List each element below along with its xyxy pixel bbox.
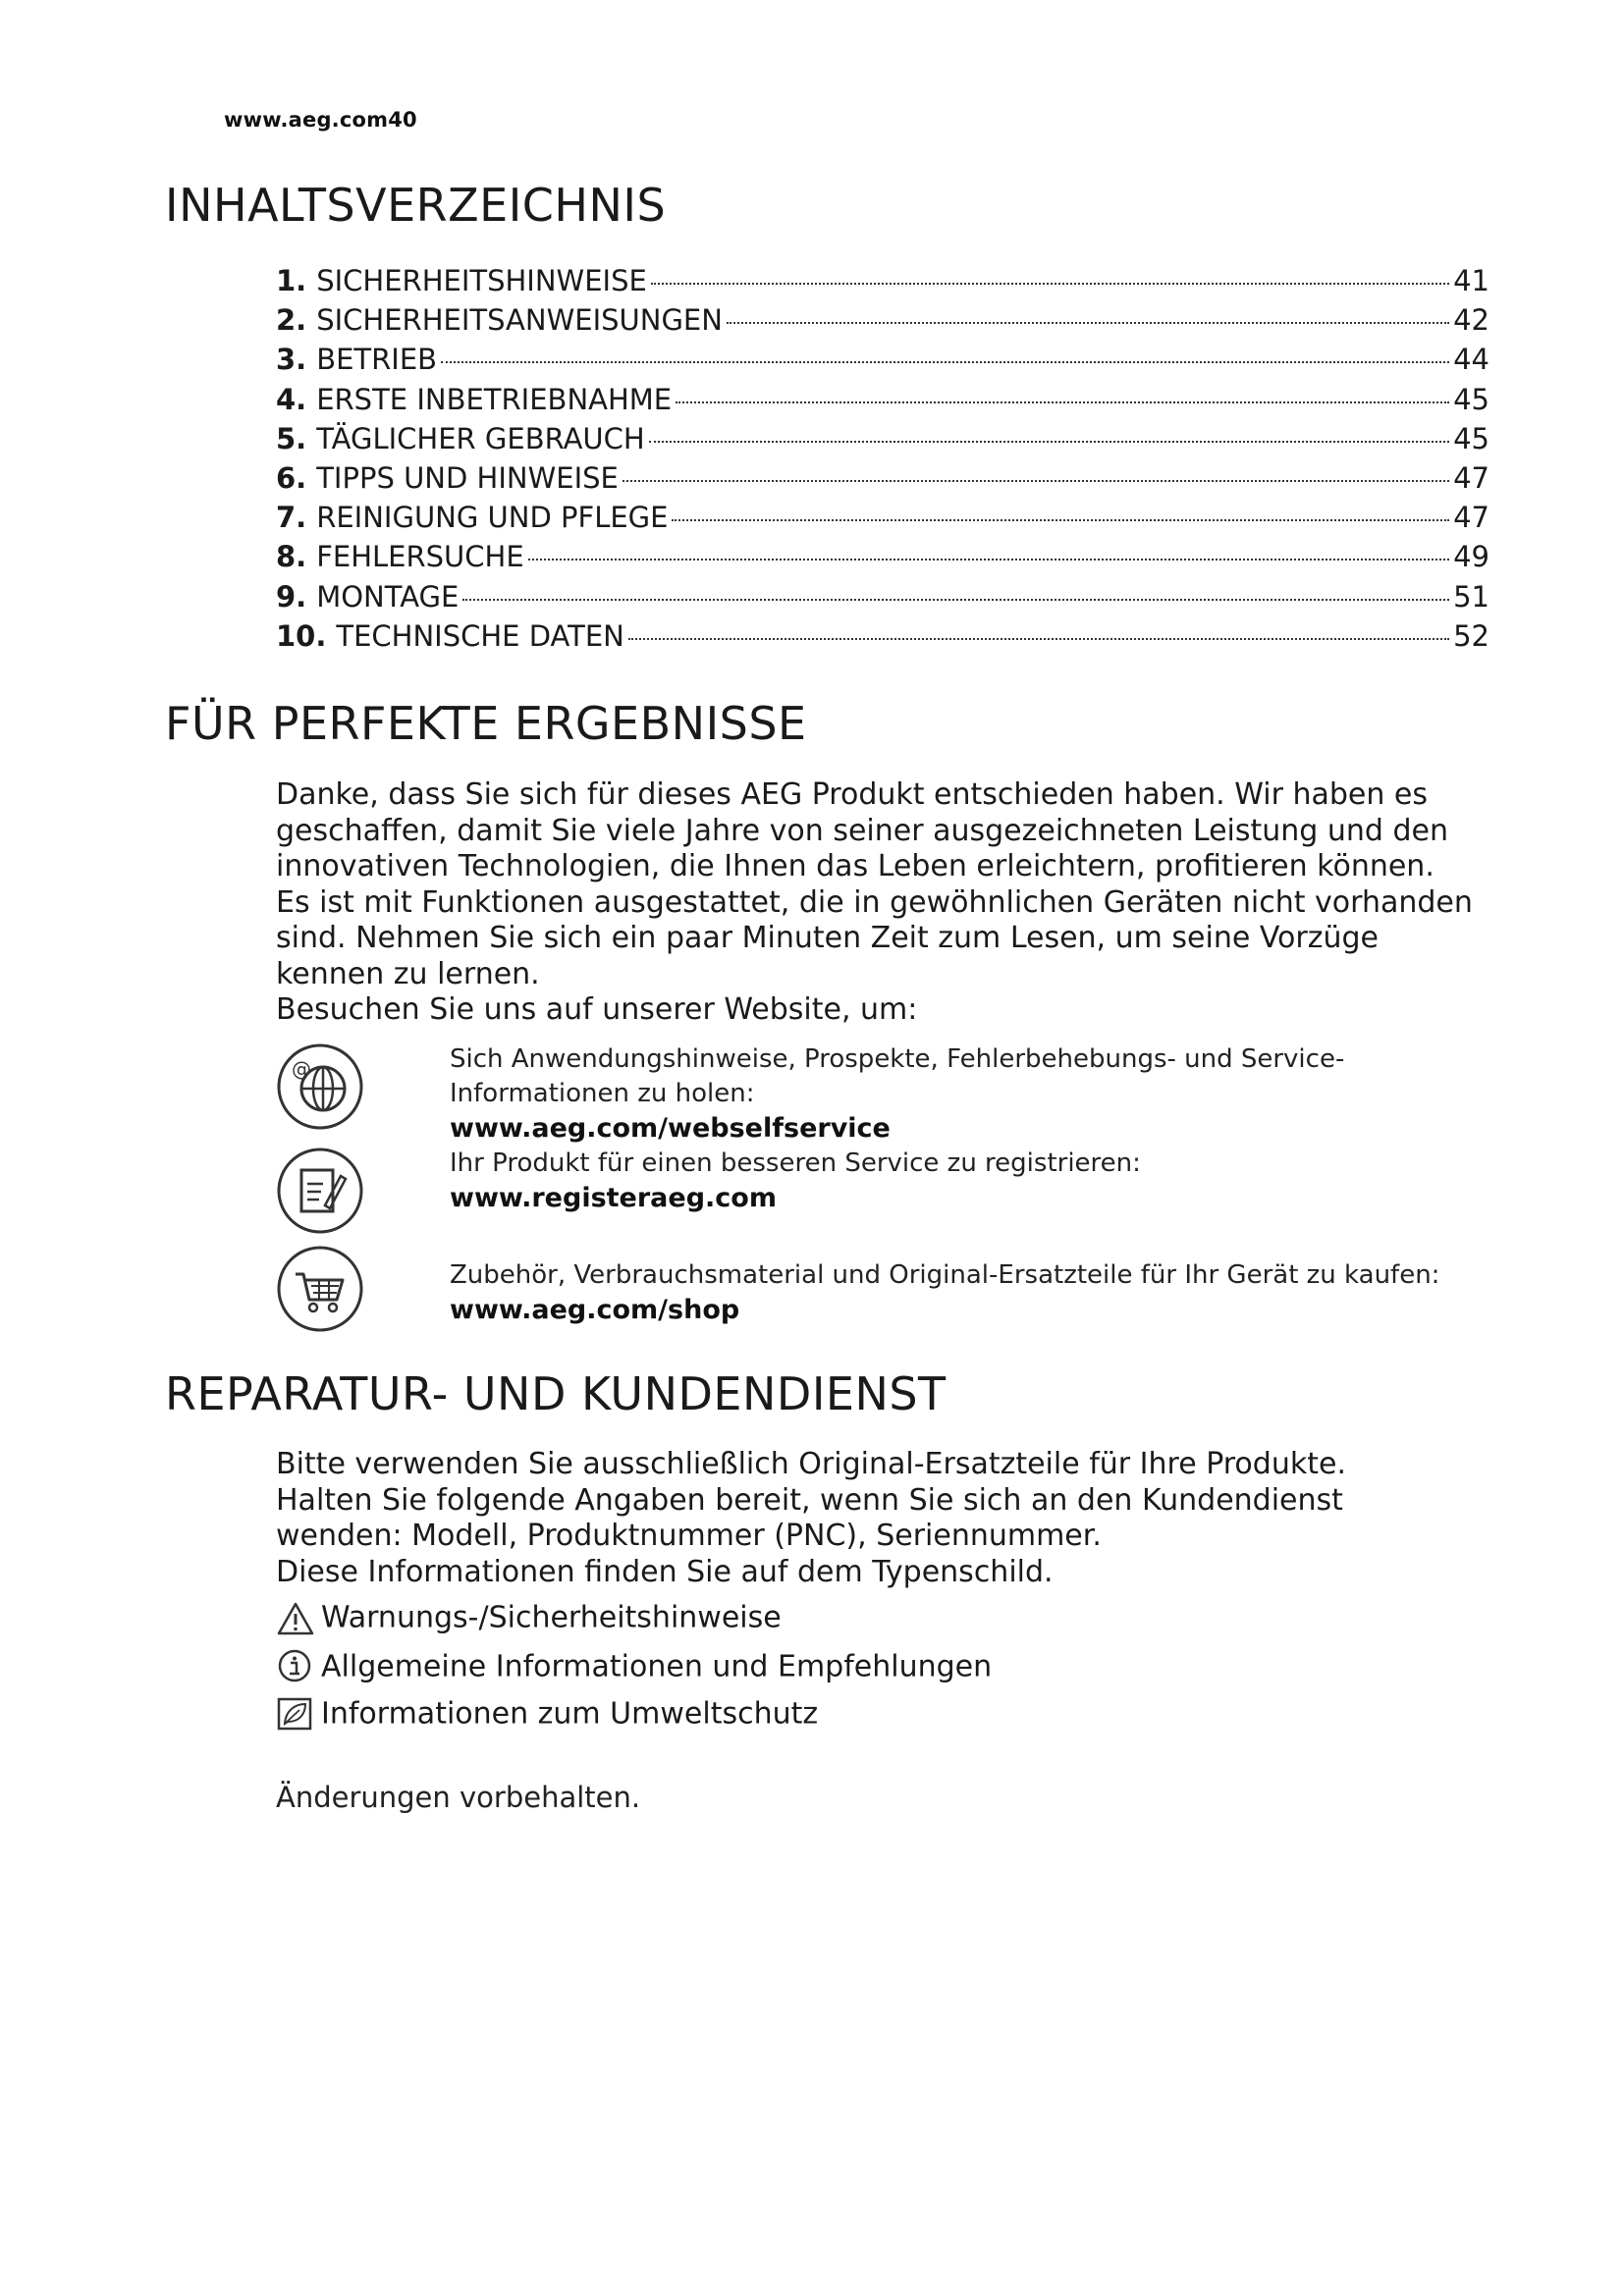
service-description: Ihr Produkt für einen besseren Service zu registrieren: [450,1148,1141,1178]
repair-line: Halten Sie folgende Angaben bereit, wenn Sie sich an den Kundendienst [276,1482,1343,1518]
toc-entry-page: 47 [1453,460,1489,495]
legend-info [276,1649,992,1686]
toc-entry-title: TÄGLICHER GEBRAUCH [316,421,645,455]
repair-service-heading: REPARATUR- UND KUNDENDIENST [165,1367,947,1420]
toc-entry-page: 51 [1453,579,1489,614]
toc-leader-dots [628,638,1449,640]
toc-entry[interactable] [276,261,1489,300]
toc-entry-page: 52 [1453,618,1489,653]
shop-link[interactable]: www.aeg.com/shop [450,1295,740,1325]
legend-environment [276,1696,818,1734]
toc-leader-dots [441,361,1449,363]
toc-entry-title: FEHLERSUCHE [316,540,524,574]
svg-text:@: @ [292,1057,311,1081]
toc-entry-number: 1. [276,264,307,297]
toc-entry[interactable] [276,458,1489,498]
toc-entry-number: 6. [276,460,307,495]
toc-entry-title: REINIGUNG UND PFLEGE [316,501,669,535]
repair-line: Diese Informationen finden Sie auf dem Typenschild. [276,1554,1054,1589]
intro-line: Es ist mit Funktionen ausgestattet, die in gewöhnlichen Geräten nicht vorhanden [276,884,1473,920]
perfect-results-heading: FÜR PERFEKTE ERGEBNISSE [165,697,807,750]
toc-entry-title: SICHERHEITSANWEISUNGEN [316,303,723,338]
toc-leader-dots [649,441,1449,443]
toc-entry-title: ERSTE INBETRIEBNAHME [316,382,673,416]
toc-entry[interactable] [276,577,1489,616]
toc-entry[interactable] [276,380,1489,419]
service-description: Zubehör, Verbrauchsmaterial und Original-Ersatzteile für Ihr Gerät zu kaufen: [450,1260,1440,1290]
service-register-text [450,1147,1510,1215]
warning-triangle-icon [276,1600,315,1637]
toc-entry-page: 47 [1453,501,1489,535]
toc-leader-dots [727,322,1449,324]
toc-leader-dots [528,559,1449,561]
repair-service-text [276,1447,1513,1590]
repair-line: Bitte verwenden Sie ausschließlich Original-Ersatzteile für Ihre Produkte. [276,1447,1346,1481]
toc-entry[interactable] [276,537,1489,576]
toc-entry-number: 9. [276,579,307,614]
shopping-cart-icon [276,1245,364,1333]
intro-line: kennen zu lernen. [276,956,540,991]
legend-info-label: Allgemeine Informationen und Empfehlungen [321,1649,993,1684]
intro-line: sind. Nehmen Sie sich ein paar Minuten Zeit zum Lesen, um seine Vorzüge [276,921,1379,955]
table-of-contents [276,261,1489,656]
globe-at-icon [276,1042,364,1131]
toc-leader-dots [651,283,1449,285]
legend-warning [276,1600,782,1637]
toc-entry-number: 5. [276,421,307,455]
toc-leader-dots [676,401,1449,403]
toc-entry-title: SICHERHEITSHINWEISE [316,264,647,297]
legend-environment-label: Informationen zum Umweltschutz [321,1696,819,1732]
toc-entry-number: 7. [276,501,307,535]
toc-entry-number: 3. [276,343,307,377]
toc-leader-dots [623,480,1449,482]
toc-entry-page: 41 [1453,264,1489,297]
toc-entry-number: 10. [276,618,327,653]
service-description: Informationen zu holen: [450,1079,755,1108]
toc-entry-title: MONTAGE [316,579,460,614]
service-webselfservice-text [450,1042,1510,1146]
page-header-website: www.aeg.com40 [224,108,417,132]
toc-entry[interactable] [276,419,1489,458]
toc-entry-title: BETRIEB [316,343,438,377]
service-description: Sich Anwendungshinweise, Prospekte, Fehlerbehebungs- und Service- [450,1044,1345,1074]
leaf-icon [276,1696,315,1734]
service-shop-text [450,1258,1510,1327]
toc-entry-page: 45 [1453,421,1489,455]
toc-entry-page: 49 [1453,540,1489,574]
webselfservice-link[interactable]: www.aeg.com/webselfservice [450,1113,891,1144]
intro-line: Danke, dass Sie sich für dieses AEG Produkt entschieden haben. Wir haben es [276,777,1428,812]
perfect-results-intro [276,777,1493,1029]
toc-leader-dots [672,519,1449,521]
toc-entry-title: TIPPS UND HINWEISE [316,460,619,495]
toc-entry-number: 2. [276,303,307,338]
toc-entry-page: 44 [1453,343,1489,377]
repair-line: wenden: Modell, Produktnummer (PNC), Seriennummer. [276,1519,1102,1553]
register-document-icon [276,1147,364,1235]
intro-line: innovativen Technologien, die Ihnen das Leben erleichtern, profitieren können. [276,849,1435,883]
toc-entry[interactable] [276,498,1489,537]
legend-warning-label: Warnungs-/Sicherheitshinweise [321,1600,782,1635]
toc-entry-page: 42 [1453,303,1489,338]
toc-entry[interactable] [276,340,1489,379]
info-circle-icon [276,1649,315,1686]
toc-leader-dots [462,599,1449,601]
toc-entry-page: 45 [1453,382,1489,416]
intro-line: geschaffen, damit Sie viele Jahre von seiner ausgezeichneten Leistung und den [276,813,1449,848]
toc-entry[interactable] [276,300,1489,340]
toc-entry-number: 8. [276,540,307,574]
toc-entry[interactable] [276,616,1489,656]
toc-entry-title: TECHNISCHE DATEN [336,618,624,653]
toc-entry-number: 4. [276,382,307,416]
changes-reserved-note: Änderungen vorbehalten. [276,1781,641,1814]
registeraeg-link[interactable]: www.registeraeg.com [450,1183,777,1213]
toc-heading: INHALTSVERZEICHNIS [165,179,667,232]
intro-line: Besuchen Sie uns auf unserer Website, um: [276,992,918,1027]
